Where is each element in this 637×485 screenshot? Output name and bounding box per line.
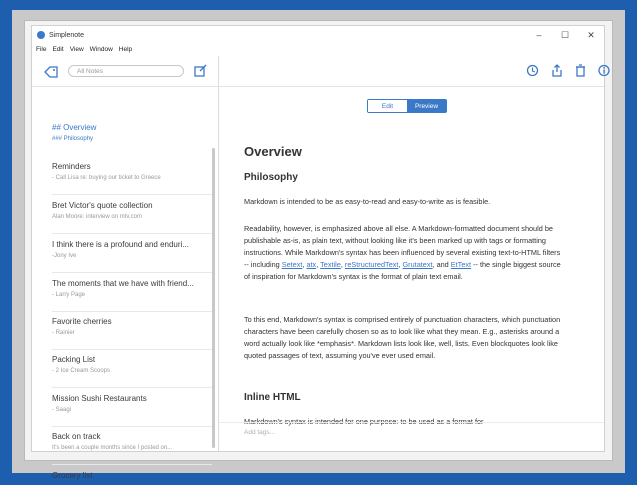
note-subtitle: - Saagi (52, 407, 72, 413)
info-icon[interactable] (598, 64, 610, 82)
separator-text: , (340, 260, 345, 269)
paragraph-text: -- the single biggest source of inspiration for Markdown's syntax is the format of plain text email. (244, 260, 561, 281)
separator-text: , (302, 260, 307, 269)
list-item[interactable] (52, 240, 212, 273)
history-icon[interactable] (526, 64, 539, 82)
editor-toolbar (219, 56, 604, 87)
link-setext[interactable]: Setext (281, 260, 303, 269)
separator-text: , (316, 260, 321, 269)
separator-text: , (398, 260, 403, 269)
sidebar-toolbar (32, 56, 218, 87)
window-controls (526, 26, 604, 44)
list-item[interactable] (52, 162, 212, 195)
note-title: The moments that we have with friend... (52, 279, 194, 288)
note-title: Packing List (52, 355, 96, 364)
heading-philosophy: Philosophy (244, 172, 298, 183)
app-window (32, 26, 604, 480)
link-ettext[interactable]: EtText (450, 260, 472, 269)
separator-text: , and (432, 260, 451, 269)
list-item[interactable] (52, 432, 212, 465)
title-bar (32, 26, 604, 44)
list-item[interactable] (52, 394, 212, 427)
menu-window[interactable]: Window (89, 45, 113, 53)
note-subtitle: - Call Lisa re: buying our ticket to Greece (52, 175, 161, 181)
paragraph-syntax: To this end, Markdown's syntax is comprised entirely of punctuation characters, which punctuation characters have been carefully chosen so as to look like what they mean. E.g., asterisks around a word actually look like *emphasis*. Markdown lists look like, well, lists. Even blockquotes look like quoted passages of text, assuming you've ever used email. (244, 315, 561, 360)
note-title: ## Overview (52, 123, 97, 132)
link-restructuredtext[interactable]: reStructuredText (344, 260, 399, 269)
note-title: Favorite cherries (52, 317, 112, 326)
tag-icon[interactable] (44, 65, 58, 83)
paragraph-text: Readability, however, is emphasized above all else. A Markdown-formatted document should be publishable as-is, as plain text, without looking like it's been marked up with tags or formatting instructions. While Markdown's syntax has been influenced by several existing text-to-HTML filters -- including (244, 224, 561, 269)
editor-pane (219, 56, 604, 451)
heading-inline-html: Inline HTML (244, 392, 301, 403)
minimize-button[interactable]: – (536, 30, 542, 40)
preview-mode-button[interactable]: Preview (407, 100, 446, 112)
add-tags-input[interactable]: Add tags... (244, 429, 276, 436)
note-subtitle: ### Philosophy (52, 136, 94, 142)
close-button[interactable]: ✕ (587, 29, 595, 40)
sidebar-scrollbar[interactable] (212, 148, 215, 448)
heading-overview: Overview (244, 144, 302, 159)
edit-mode-button[interactable]: Edit (368, 100, 407, 112)
menu-help[interactable]: Help (118, 45, 133, 53)
list-item[interactable] (52, 471, 212, 485)
note-title: I think there is a profound and enduri... (52, 240, 189, 249)
link-atx[interactable]: atx (306, 260, 317, 269)
paragraph-intro: Markdown is intended to be as easy-to-read and easy-to-write as is feasible. (244, 197, 491, 206)
note-subtitle: - 2 Ice Cream Scoops (52, 368, 111, 374)
tags-divider (219, 422, 604, 423)
link-grutatext[interactable]: Grutatext (402, 260, 433, 269)
list-item[interactable] (52, 317, 212, 350)
menu-bar (36, 43, 132, 55)
link-textile[interactable]: Textile (320, 260, 341, 269)
note-title: Reminders (52, 162, 91, 171)
note-subtitle: - Rainier (52, 330, 75, 336)
paragraph-readability (244, 223, 562, 283)
note-title: Back on track (52, 432, 101, 441)
note-subtitle: Alan Moore: interview on mtv.com (52, 214, 142, 220)
mode-toggle (367, 99, 447, 113)
maximize-button[interactable]: ☐ (560, 29, 570, 40)
menu-edit[interactable]: Edit (52, 45, 64, 53)
note-title: Grocery list (52, 471, 93, 480)
note-subtitle: -Jony Ive (52, 253, 77, 259)
app-logo-icon (37, 31, 45, 39)
menu-view[interactable]: View (69, 45, 84, 53)
list-item[interactable] (52, 123, 212, 151)
note-subtitle: It's been a couple months since I posted on... (52, 445, 173, 451)
menu-file[interactable]: File (36, 45, 47, 53)
list-item[interactable] (52, 201, 212, 234)
note-subtitle: - Larry Page (52, 292, 86, 298)
note-title: Bret Victor's quote collection (52, 201, 153, 210)
window-title: Simplenote (49, 31, 85, 39)
list-item[interactable] (52, 355, 212, 388)
list-item[interactable] (52, 279, 212, 312)
note-title: Mission Sushi Restaurants (52, 394, 147, 403)
share-icon[interactable] (551, 64, 563, 82)
sidebar (32, 56, 219, 480)
search-input[interactable]: All Notes (68, 65, 184, 77)
new-note-icon[interactable] (194, 64, 207, 82)
trash-icon[interactable] (575, 64, 586, 82)
